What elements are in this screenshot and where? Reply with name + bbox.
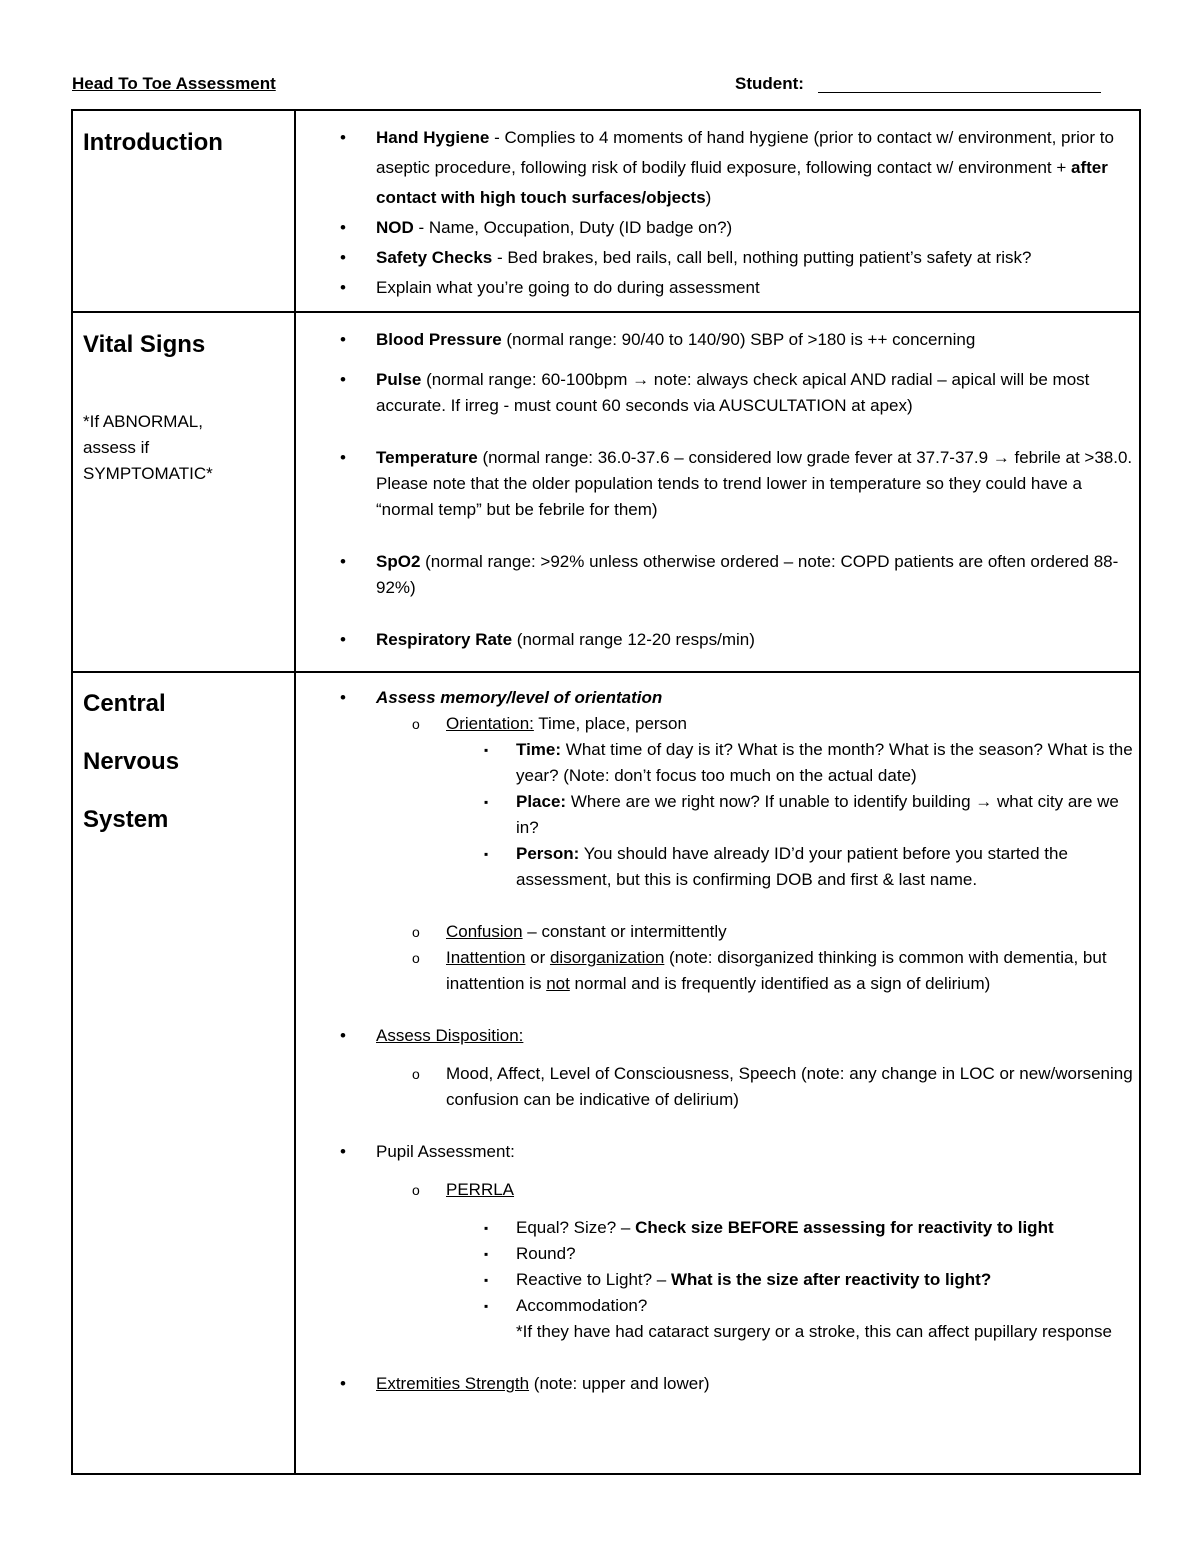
cns-list bbox=[296, 685, 1139, 1397]
vital-signs-list bbox=[296, 327, 1139, 653]
list-item: o Inattention or disorganization (note: disorganized thinking is common with dementia, but inattention is not normal and is frequently identified as a sign of delirium) bbox=[412, 948, 1107, 993]
assessment-table bbox=[71, 109, 1141, 1475]
cns-title-line-3: System bbox=[83, 806, 169, 833]
list-item: • Pulse (normal range: 60-100bpm → note: always check apical AND radial – apical will be most accurate. If irreg - must count 60 seconds via AUSCULTATION at apex) bbox=[340, 370, 1090, 415]
student-name-line bbox=[818, 92, 1101, 93]
vital-signs-row bbox=[72, 312, 1140, 672]
list-item: • NOD - Name, Occupation, Duty (ID badge on?) bbox=[340, 218, 733, 237]
list-item: ▪ Time: What time of day is it? What is the month? What is the season? What is the year? (Note: don’t focus too much on the actual date) bbox=[484, 740, 1133, 785]
list-item: • Respiratory Rate (normal range 12-20 resps/min) bbox=[340, 630, 755, 649]
list-item: • Blood Pressure (normal range: 90/40 to 140/90) SBP of >180 is ++ concerning bbox=[340, 330, 976, 349]
list-item: o Orientation: Time, place, person bbox=[412, 714, 687, 733]
list-item: ▪ Equal? Size? – Check size BEFORE assessing for reactivity to light bbox=[484, 1218, 1054, 1237]
list-item: ▪ Person: You should have already ID’d your patient before you started the assessment, but this is confirming DOB and first & last name. bbox=[484, 844, 1068, 889]
introduction-row bbox=[72, 110, 1140, 312]
student-label: Student: bbox=[735, 74, 804, 93]
list-item: ▪ Reactive to Light? – What is the size after reactivity to light? bbox=[484, 1270, 992, 1289]
list-item: • Extremities Strength (note: upper and lower) bbox=[340, 1374, 710, 1393]
list-item: ▪ Round? bbox=[484, 1244, 576, 1263]
list-item: • Temperature (normal range: 36.0-37.6 – considered low grade fever at 37.7-37.9 → febrile at >38.0. Please note that the older population tends to trend lower in temperature so they could have a “normal temp” but be febrile for them) bbox=[340, 448, 1133, 519]
cns-title-line-2: Nervous bbox=[83, 748, 180, 775]
list-item: ▪ Accommodation? *If they have had cataract surgery or a stroke, this can affect pupillary response bbox=[484, 1296, 1112, 1341]
list-item: • Safety Checks - Bed brakes, bed rails, call bell, nothing putting patient’s safety at risk? bbox=[340, 248, 1032, 267]
vital-signs-label-cell bbox=[72, 312, 295, 672]
list-item: ▪ Place: Where are we right now? If unable to identify building → what city are we in? bbox=[484, 792, 1119, 837]
list-item: • Explain what you’re going to do during assessment bbox=[340, 278, 760, 297]
list-item: • SpO2 (normal range: >92% unless otherwise ordered – note: COPD patients are often ordered 88-92%) bbox=[340, 552, 1119, 597]
cns-label-cell bbox=[72, 672, 295, 1474]
introduction-label-cell bbox=[72, 110, 295, 312]
cns-title-line-1: Central bbox=[83, 690, 166, 717]
vital-signs-note: *If ABNORMAL, assess if SYMPTOMATIC* bbox=[83, 412, 213, 483]
vital-signs-title: Vital Signs bbox=[83, 331, 206, 358]
list-item: o PERRLA bbox=[412, 1180, 515, 1199]
introduction-list bbox=[296, 123, 1139, 303]
cns-row bbox=[72, 672, 1140, 1474]
cns-content-cell bbox=[295, 672, 1140, 1474]
list-item: • Hand Hygiene - Complies to 4 moments of hand hygiene (prior to contact w/ environment, prior to aseptic procedure, following risk of bodily fluid exposure, following contact w/ environment + after contact with high touch surfaces/objects) bbox=[340, 128, 1114, 207]
list-item: o Confusion – constant or intermittently bbox=[412, 922, 727, 941]
vital-signs-content-cell bbox=[295, 312, 1140, 672]
document-title: Head To Toe Assessment bbox=[72, 74, 276, 93]
introduction-title: Introduction bbox=[83, 129, 223, 156]
list-item: • Assess memory/level of orientation bbox=[340, 688, 663, 707]
introduction-content-cell bbox=[295, 110, 1140, 312]
list-item: o Mood, Affect, Level of Consciousness, Speech (note: any change in LOC or new/worsening confusion can be indicative of delirium) bbox=[412, 1064, 1133, 1109]
list-item: • Pupil Assessment: bbox=[340, 1142, 515, 1161]
list-item: • Assess Disposition: bbox=[340, 1026, 524, 1045]
